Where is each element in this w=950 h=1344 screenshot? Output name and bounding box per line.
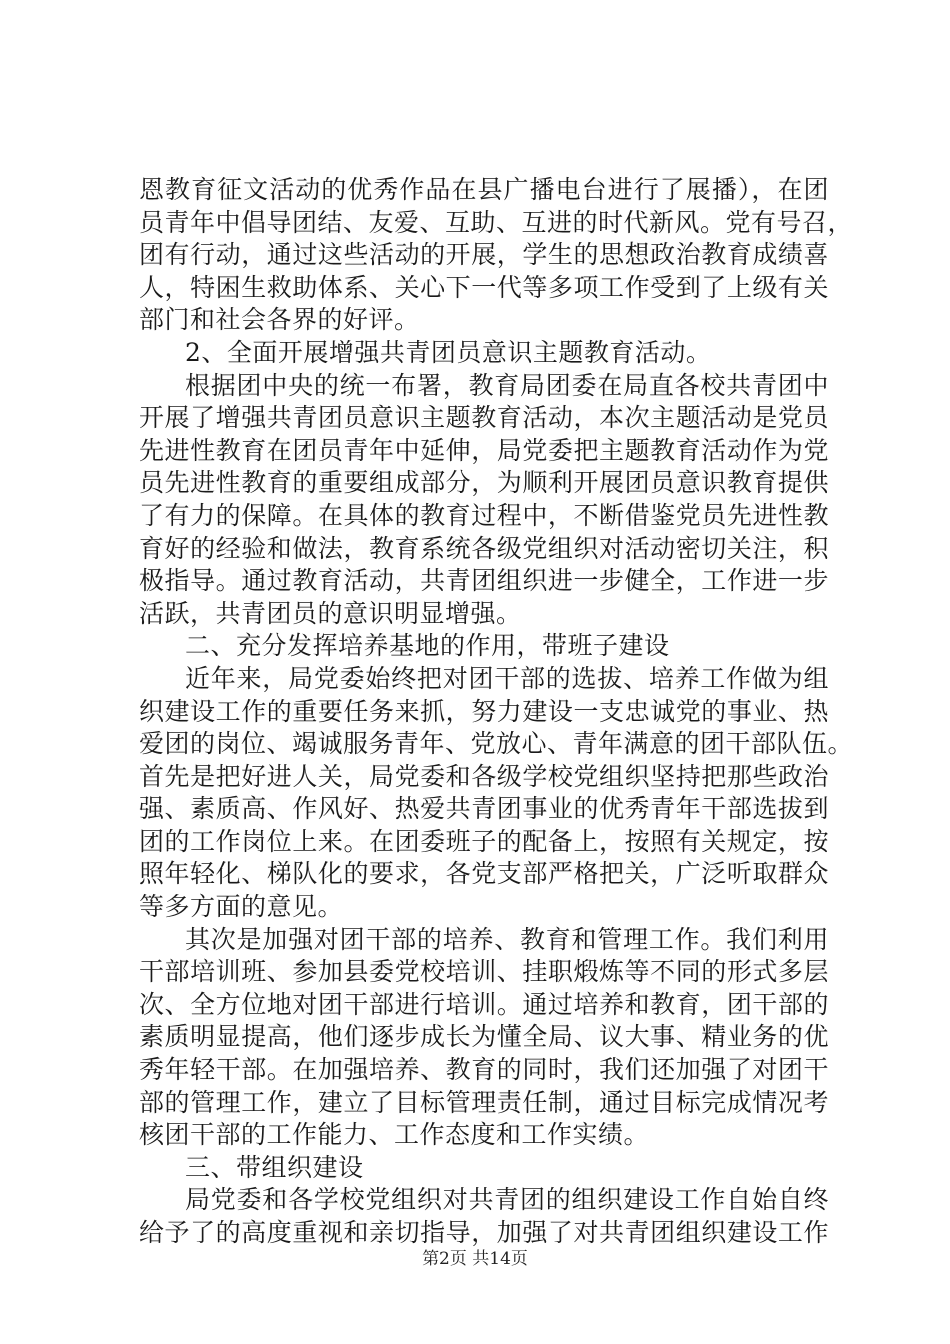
text-line: 极指导。通过教育活动，共青团组织进一步健全，工作进一步 xyxy=(139,566,829,596)
text-line: 次、全方位地对团干部进行培训。通过培养和教育，团干部的 xyxy=(139,989,829,1019)
text-line: 根据团中央的统一布署，教育局团委在局直各校共青团中 xyxy=(185,370,829,400)
text-line: 局党委和各学校党组织对共青团的组织建设工作自始自终 xyxy=(185,1185,829,1215)
text-line: 先进性教育在团员青年中延伸，局党委把主题教育活动作为党 xyxy=(139,435,829,465)
text-line: 爱团的岗位、竭诚服务青年、党放心、青年满意的团干部队伍。 xyxy=(139,729,854,759)
text-line: 二、充分发挥培养基地的作用，带班子建设 xyxy=(185,631,670,661)
text-line: 照年轻化、梯队化的要求，各党支部严格把关，广泛听取群众 xyxy=(139,859,829,889)
text-line: 等多方面的意见。 xyxy=(139,892,344,922)
body-text xyxy=(139,174,854,1250)
text-line: 秀年轻干部。在加强培养、教育的同时，我们还加强了对团干 xyxy=(139,1055,829,1085)
text-line: 2、全面开展增强共青团员意识主题教育活动。 xyxy=(185,337,712,367)
text-line: 活跃，共青团员的意识明显增强。 xyxy=(139,598,522,628)
text-line: 恩教育征文活动的优秀作品在县广播电台进行了展播），在团 xyxy=(139,175,829,204)
text-line: 育好的经验和做法，教育系统各级党组织对活动密切关注，积 xyxy=(139,533,829,563)
text-line: 部门和社会各界的好评。 xyxy=(139,305,420,335)
text-line: 员青年中倡导团结、友爱、互助、互进的时代新风。党有号召， xyxy=(139,207,854,237)
text-line: 员先进性教育的重要组成部分，为顺利开展团员意识教育提供 xyxy=(139,468,829,498)
text-line: 织建设工作的重要任务来抓，努力建设一支忠诚党的事业、热 xyxy=(139,696,829,726)
text-line: 部的管理工作，建立了目标管理责任制，通过目标完成情况考 xyxy=(139,1087,829,1117)
text-line: 近年来，局党委始终把对团干部的选拔、培养工作做为组 xyxy=(185,663,829,693)
text-line: 核团干部的工作能力、工作态度和工作实绩。 xyxy=(139,1120,650,1150)
text-line: 首先是把好进人关，局党委和各级学校党组织坚持把那些政治 xyxy=(139,761,829,791)
text-line: 给予了的高度重视和亲切指导，加强了对共青团组织建设工作 xyxy=(139,1218,829,1247)
text-line: 三、带组织建设 xyxy=(185,1152,364,1182)
text-line: 开展了增强共青团员意识主题教育活动，本次主题活动是党员 xyxy=(139,403,829,433)
text-line: 团的工作岗位上来。在团委班子的配备上，按照有关规定，按 xyxy=(139,826,829,856)
text-line: 强、素质高、作风好、热爱共青团事业的优秀青年干部选拔到 xyxy=(139,794,829,824)
text-line: 团有行动，通过这些活动的开展，学生的思想政治教育成绩喜 xyxy=(139,240,829,270)
text-line: 了有力的保障。在具体的教育过程中，不断借鉴党员先进性教 xyxy=(139,500,829,530)
page-footer: 第2页 共14页 xyxy=(422,1249,528,1269)
text-line: 干部培训班、参加县委党校培训、挂职煅炼等不同的形式多层 xyxy=(139,957,829,987)
text-line: 人，特困生救助体系、关心下一代等多项工作受到了上级有关 xyxy=(139,272,829,302)
text-line: 其次是加强对团干部的培养、教育和管理工作。我们利用 xyxy=(185,924,829,954)
text-line: 素质明显提高，他们逐步成长为懂全局、议大事、精业务的优 xyxy=(139,1022,829,1052)
